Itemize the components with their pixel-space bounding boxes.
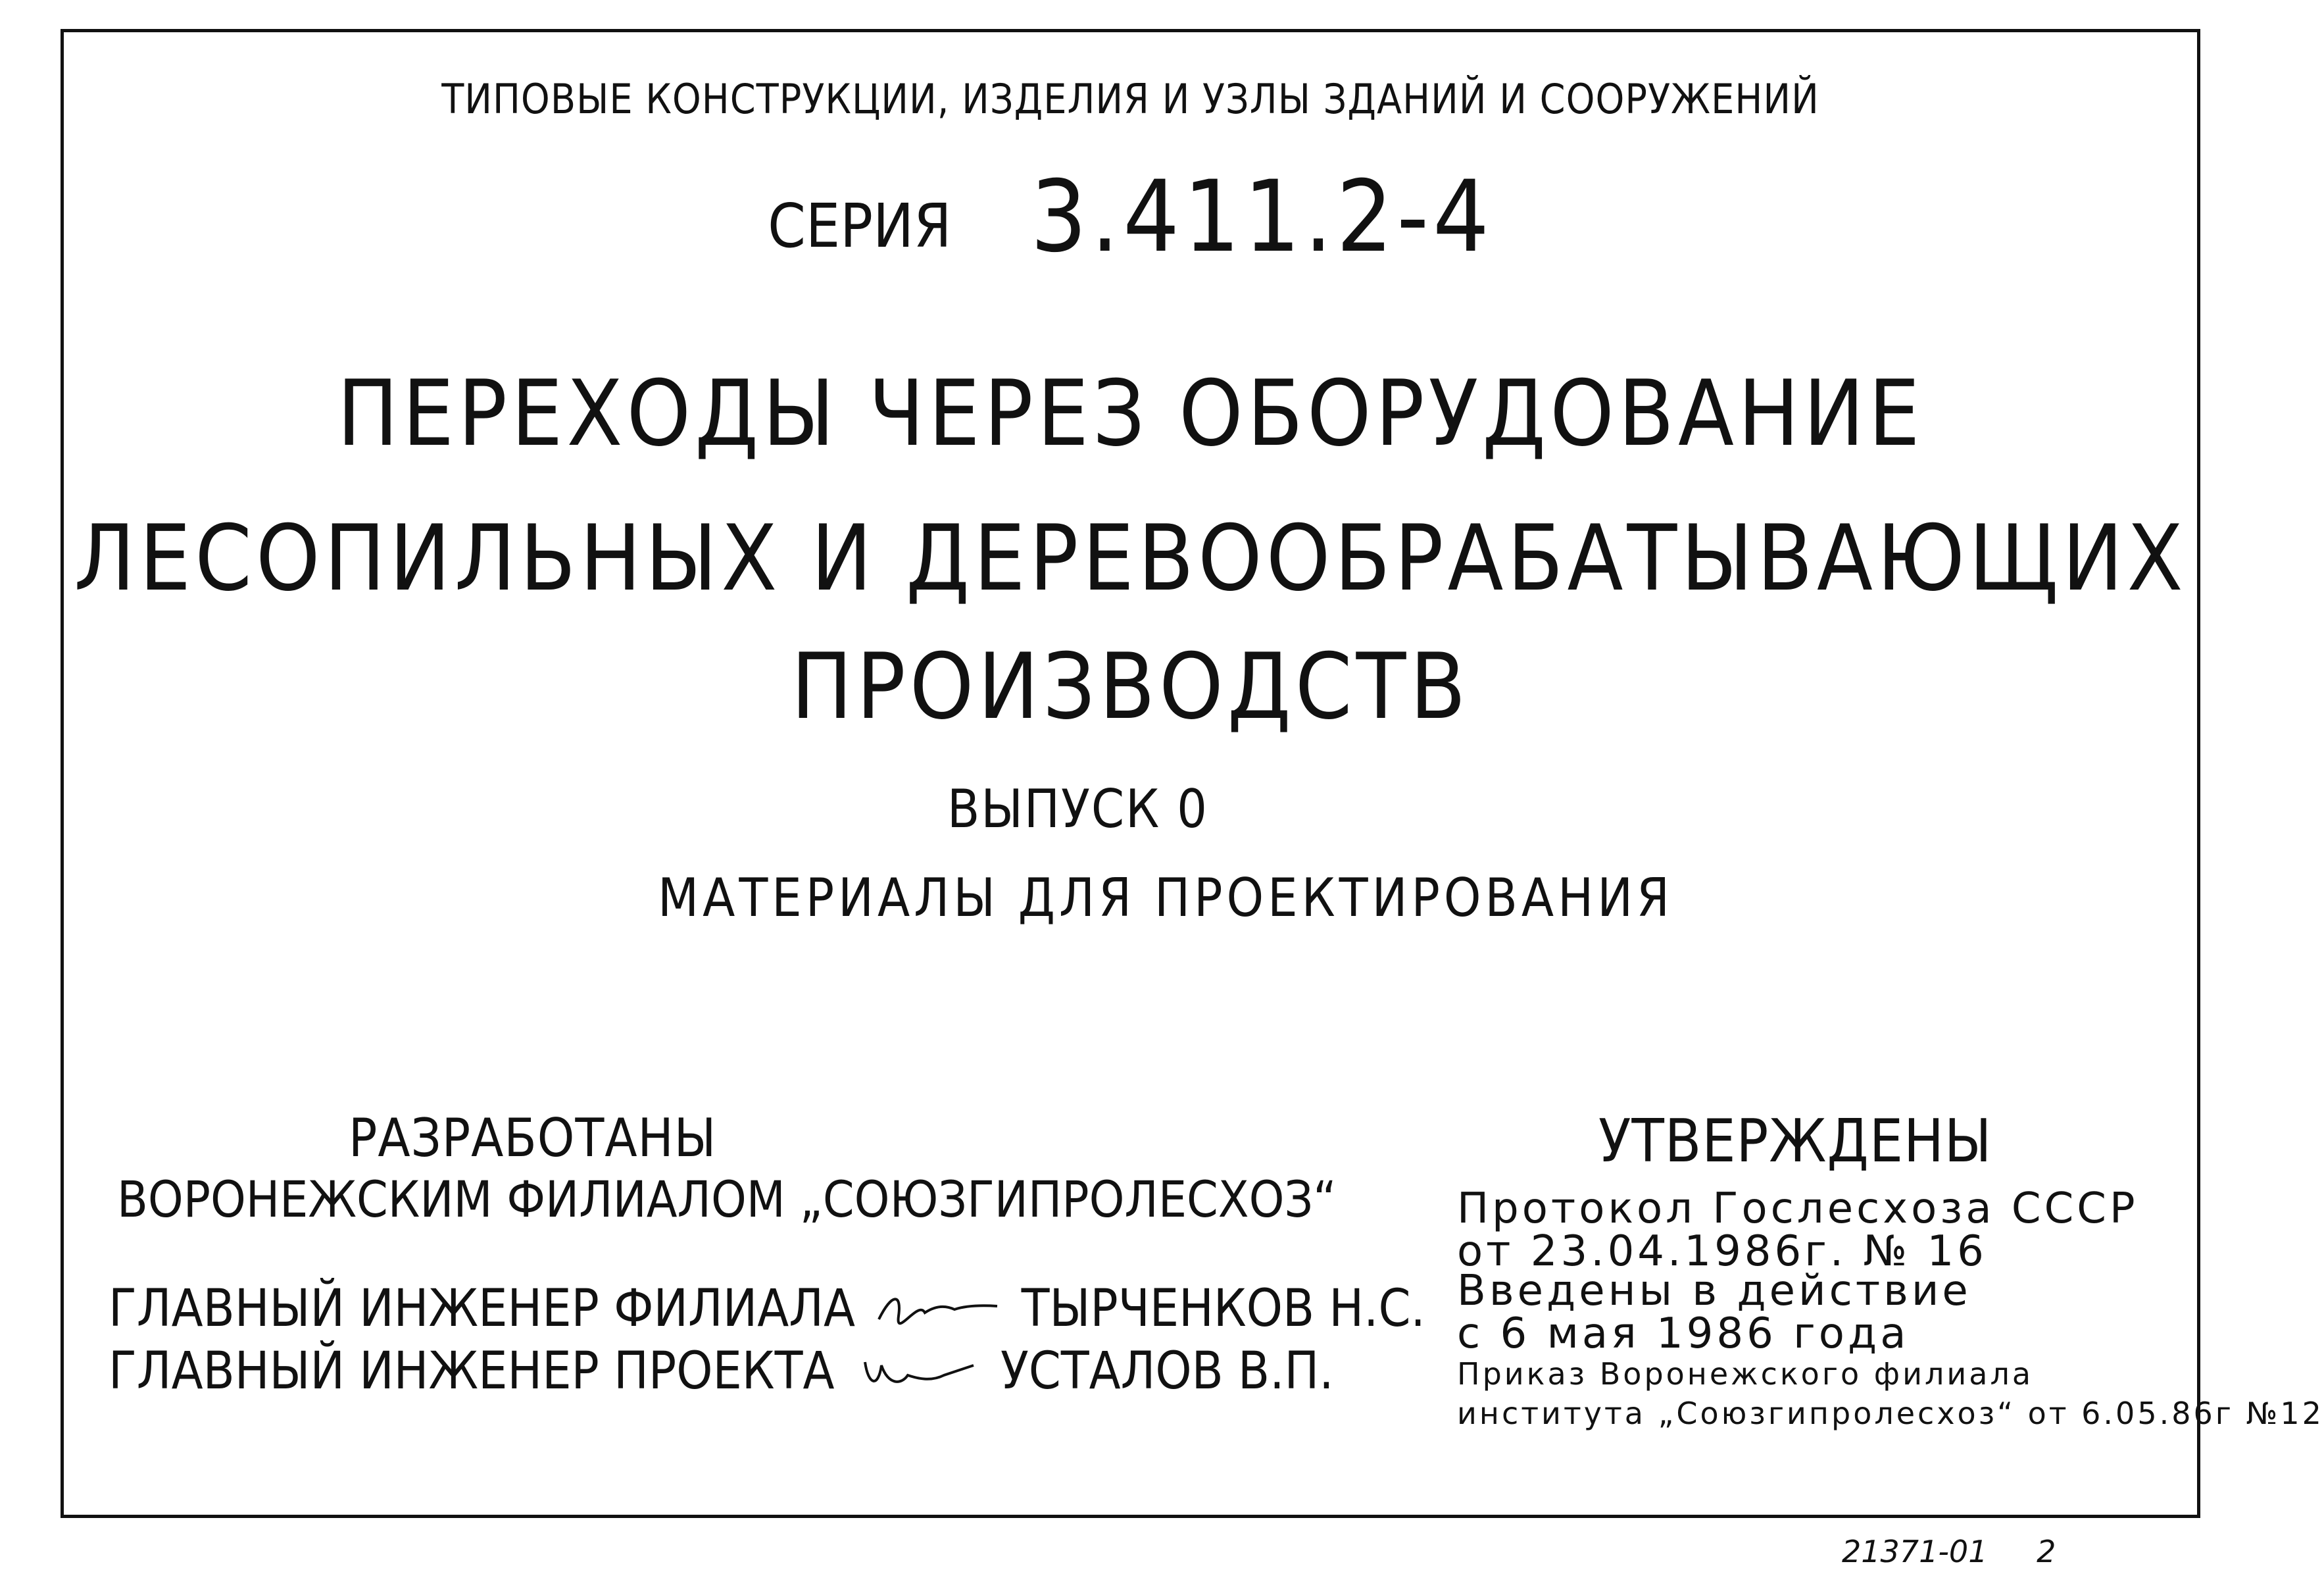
approved-order-institute: института „Союзгипролесхоз“ от 6.05.86г №12 (1457, 1396, 2324, 1431)
approved-protocol-date: от 23.04.1986г. № 16 (1457, 1227, 1987, 1276)
series-line (61, 160, 2200, 274)
title-line-2: ЛЕСОПИЛЬНЫХ И ДЕРЕВООБРАБАТЫВАЮЩИХ (74, 505, 2187, 611)
footer-document-code: 21371-01 (1842, 1534, 1988, 1569)
signature-icon (872, 1286, 1004, 1332)
engineer-position: ГЛАВНЫЙ ИНЖЕНЕР ПРОЕКТА (109, 1342, 835, 1401)
title-line-3: ПРОИЗВОДСТВ (791, 634, 1470, 740)
approved-effective: Введены в действие (1457, 1267, 1971, 1315)
approved-order: Приказ Воронежского филиала (1457, 1356, 2034, 1392)
document-supertitle: ТИПОВЫЕ КОНСТРУКЦИИ, ИЗДЕЛИЯ И УЗЛЫ ЗДАНИЙ И СООРУЖЕНИЙ (441, 75, 1819, 123)
signature-icon (852, 1349, 983, 1395)
footer-code (1842, 1536, 2056, 1567)
approved-effective-date: с 6 мая 1986 года (1457, 1309, 1910, 1358)
materials-subtitle: МАТЕРИАЛЫ ДЛЯ ПРОЕКТИРОВАНИЯ (658, 867, 1674, 928)
series-label: СЕРИЯ (768, 191, 952, 261)
engineer-position: ГЛАВНЫЙ ИНЖЕНЕР ФИЛИАЛА (109, 1279, 856, 1338)
issue-number: ВЫПУСК 0 (947, 778, 1208, 840)
series-number: 3.411.2-4 (1030, 160, 1493, 274)
title-line-1: ПЕРЕХОДЫ ЧЕРЕЗ ОБОРУДОВАНИЕ (337, 361, 1924, 467)
developed-heading: РАЗРАБОТАНЫ (349, 1107, 717, 1169)
developed-organization: ВОРОНЕЖСКИМ ФИЛИАЛОМ „СОЮЗГИПРОЛЕСХОЗ“ (117, 1170, 1337, 1228)
engineer-name: ТЫРЧЕНКОВ Н.С. (1021, 1279, 1425, 1338)
engineer-row-branch (109, 1279, 1425, 1338)
approved-heading: УТВЕРЖДЕНЫ (1598, 1107, 1992, 1176)
footer-sheet-number: 2 (2037, 1534, 2056, 1569)
engineer-row-project (109, 1342, 1334, 1401)
approved-protocol: Протокол Гослесхоза СССР (1457, 1184, 2139, 1233)
engineer-name: УСТАЛОВ В.П. (1001, 1342, 1334, 1401)
